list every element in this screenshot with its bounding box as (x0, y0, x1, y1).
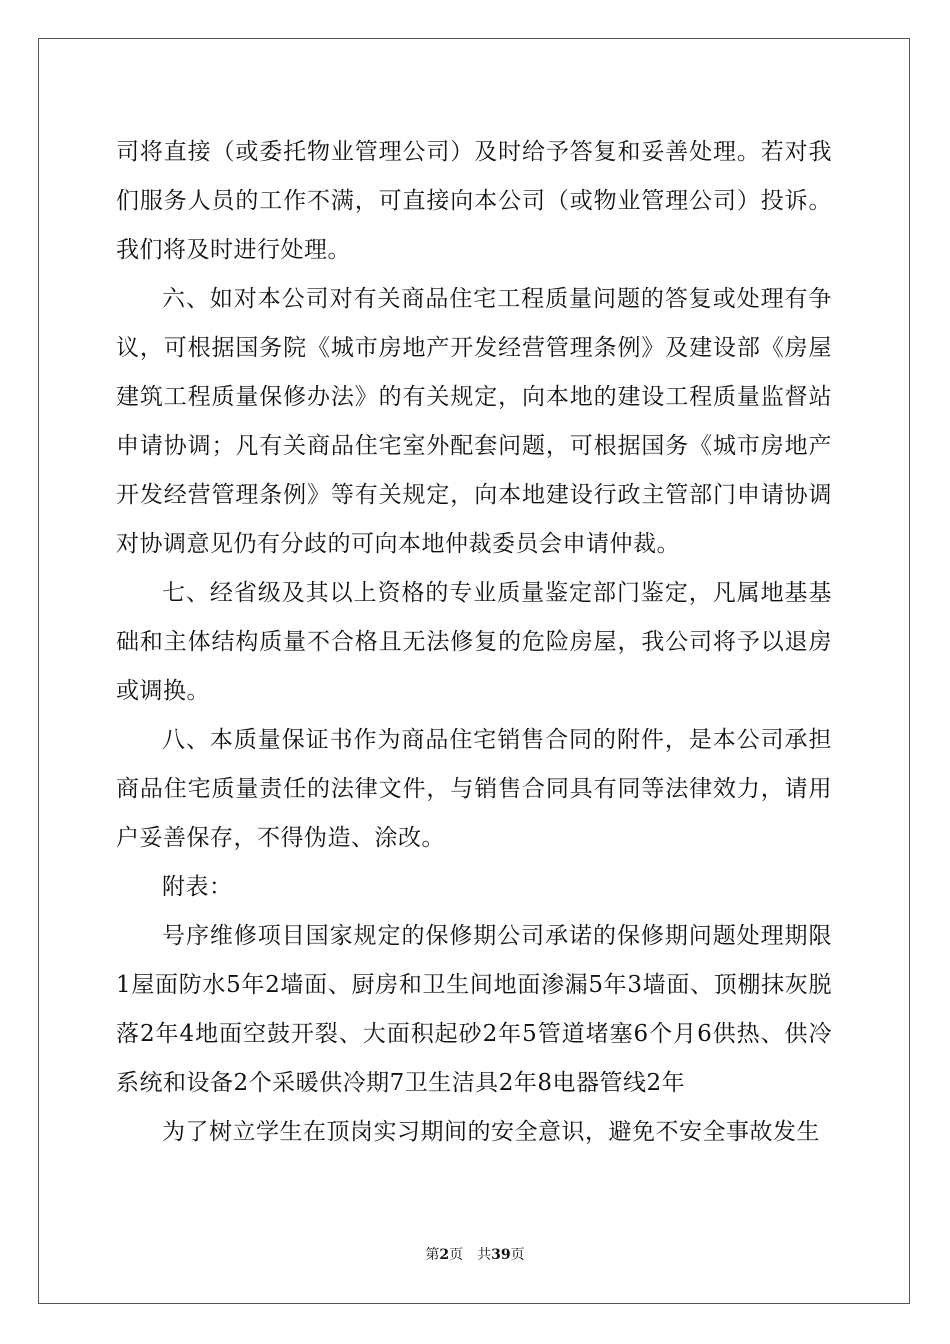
page-current: 2 (439, 1247, 450, 1263)
paragraph-1: 司将直接（或委托物业管理公司）及时给予答复和妥善处理。若对我们服务人员的工作不满，可直接向本公司（或物业管理公司）投诉。我们将及时进行处理。 (116, 139, 832, 263)
page-suffix: 页 (449, 1247, 464, 1263)
paragraph-5: 附表： (162, 874, 233, 900)
paragraph-4: 八、本质量保证书作为商品住宅销售合同的附件，是本公司承担商品住宅质量责任的法律文件，与销售合同具有同等法律效力，请用户妥善保存，不得伪造、涂改。 (116, 727, 832, 851)
paragraph-3: 七、经省级及其以上资格的专业质量鉴定部门鉴定，凡属地基基础和主体结构质量不合格且无法修复的危险房屋，我公司将予以退房或调换。 (116, 580, 832, 704)
document-body (116, 128, 832, 1157)
page-total: 39 (491, 1247, 511, 1263)
paragraph-7: 为了树立学生在顶岗实习期间的安全意识，避免不安全事故发生 (162, 1119, 820, 1145)
page-footer (0, 1244, 950, 1264)
total-suffix: 页 (510, 1247, 525, 1263)
paragraph-2: 六、如对本公司对有关商品住宅工程质量问题的答复或处理有争议，可根据国务院《城市房地产开发经营管理条例》及建设部《房屋建筑工程质量保修办法》的有关规定，向本地的建设工程质量监督站申请协调；凡有关商品住宅室外配套问题，可根据国务《城市房地产开发经营管理条例》等有关规定，向本地建设行政主管部门申请协调对协调意见仍有分歧的可向本地仲裁委员会申请仲裁。 (116, 286, 832, 557)
page-prefix: 第 (425, 1247, 440, 1263)
total-prefix: 共 (477, 1247, 492, 1263)
paragraph-6: 号序维修项目国家规定的保修期公司承诺的保修期问题处理期限1屋面防水5年2墙面、厨房和卫生间地面渗漏5年3墙面、顶棚抹灰脱落2年4地面空鼓开裂、大面积起砂2年5管道堵塞6个月6供热、供冷系统和设备2个采暖供冷期7卫生洁具2年8电器管线2年 (116, 923, 832, 1096)
